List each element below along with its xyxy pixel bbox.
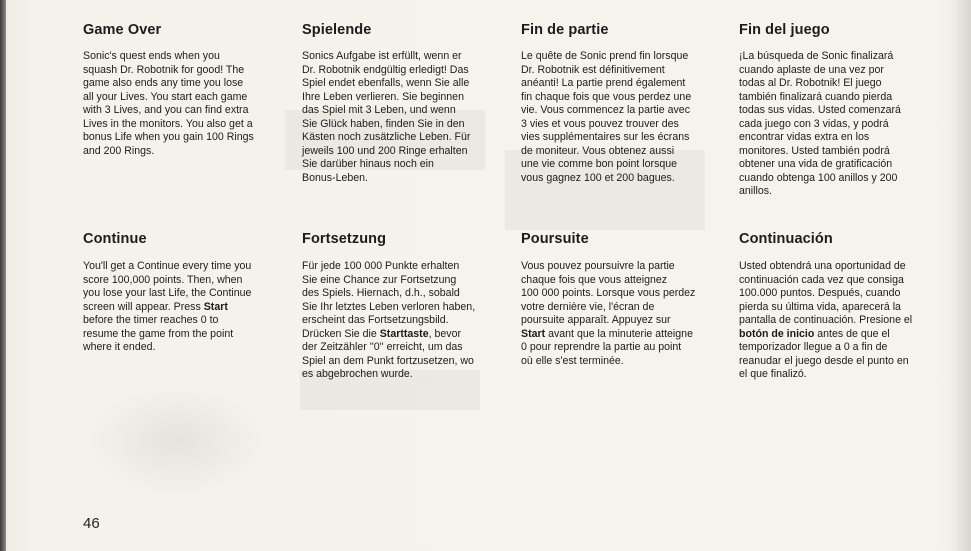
heading-continuacion: Continuación (739, 231, 833, 247)
page-binding-shadow (0, 0, 6, 551)
heading-fin-del-juego: Fin del juego (739, 22, 830, 38)
body-fortsetzung-part1: Für jede 100 000 Punkte erhalten Sie eine Chance zur Fortsetzung des Spiels. Hiernach, d.h., sobald Sie Ihr letztes Leben verloren haben, erscheint das Fortsetzungsbild. Drücken Sie die (302, 260, 476, 340)
section-spielende (302, 22, 508, 185)
heading-fin-de-partie: Fin de partie (521, 22, 609, 38)
column-french (521, 22, 727, 367)
column-german (302, 22, 508, 380)
body-game-over: Sonic's quest ends when you squash Dr. Robotnik for good! The game also ends any time you lose all your Lives. You start each game with 3 Lives, and you can find extra Lives in the monitors. You also get a bonus Life when you gain 100 Rings and 200 Rings. (83, 50, 254, 157)
boton-de-inicio-term: botón de inicio (739, 327, 815, 340)
heading-spielende: Spielende (302, 22, 372, 38)
section-poursuite (521, 231, 727, 368)
body-continue-part2: before the timer reaches 0 to resume the game from the point where it ended. (83, 314, 234, 353)
heading-continue: Continue (83, 231, 147, 247)
body-continuacion (739, 260, 945, 382)
body-continue (83, 260, 289, 355)
body-continue-part1: You'll get a Continue every time you score 100,000 points. Then, when you lose your last Life, the Continue screen will appear. Press (83, 260, 252, 313)
body-spielende: Sonics Aufgabe ist erfüllt, wenn er Dr. Robotnik endgültig erledigt! Das Spiel endet ebenfalls, wenn Sie alle Ihre Leben verlieren. Sie beginnen das Spiel mit 3 Leben, und wenn Sie Glück haben, finden Sie in den Kästen noch zusätzliche Leben. Für jeweils 100 und 200 Ringe erhalten Sie darüber hinaus noch ein Bonus-Leben. (302, 50, 471, 184)
start-term: Start (521, 327, 546, 340)
body-fin-de-partie: Le quête de Sonic prend fin lorsque Dr. Robotnik est définitivement anéanti! La partie prend également fin chaque fois que vous perdez une vie. Vous commencez la partie avec 3 vies et vous pouvez trouver des vies supplémentaires sur les écrans de moniteur. Vous obtenez aussi une vie comme bon point lorsque vous gagnez 100 et 200 bagues. (521, 50, 692, 184)
body-continuacion-part1: Usted obtendrá una oportunidad de continuación cada vez que consiga 100.000 puntos. Después, cuando pierda su última vida, aparecerá la pantalla de continuación. Presione el (739, 260, 913, 326)
heading-poursuite: Poursuite (521, 231, 589, 247)
body-fortsetzung (302, 260, 508, 382)
section-game-over (83, 22, 289, 158)
body-fortsetzung-part2: , bevor der Zeitzähler ''0'' erreicht, um das Spiel an dem Punkt fortzusetzen, wo es abgebrochen wurde. (302, 327, 474, 380)
show-through-illustration (86, 385, 268, 497)
body-fin-del-juego: ¡La búsqueda de Sonic finalizará cuando aplaste de una vez por todas al Dr. Robotnik! El juego también finalizará cuando pierda todas sus vidas. Usted comenzará cada juego con 3 vidas, y podrá encontrar vidas extra en los monitores. Usted también podrá obtener una vida de gratificación cuando obtenga 100 anillos y 200 anillos. (739, 50, 901, 197)
section-continue (83, 231, 289, 355)
section-continuacion (739, 231, 945, 382)
body-poursuite-part1: Vous pouvez poursuivre la partie chaque fois que vous atteignez 100 000 points. Lorsque vous perdez votre dernière vie, l'écran de poursuite apparaît. Appuyez sur (521, 260, 696, 326)
column-spanish (739, 22, 945, 380)
page-edge (957, 0, 971, 551)
start-button-term: Start (203, 300, 228, 313)
column-english (83, 22, 289, 353)
body-poursuite-part2: avant que la minuterie atteigne 0 pour reprendre la partie au point où elle s'est terminée. (521, 327, 693, 367)
body-continuacion-part2: antes de que el temporizador llegue a 0 a fin de reanudar el juego desde el punto en el que finalizó. (739, 327, 909, 380)
heading-fortsetzung: Fortsetzung (302, 231, 387, 247)
heading-game-over: Game Over (83, 22, 162, 38)
body-poursuite (521, 260, 727, 368)
section-fin-de-partie (521, 22, 727, 185)
starttaste-term: Starttaste (379, 327, 429, 340)
section-fin-del-juego (739, 22, 945, 199)
page-number: 46 (83, 515, 100, 532)
section-fortsetzung (302, 231, 508, 382)
